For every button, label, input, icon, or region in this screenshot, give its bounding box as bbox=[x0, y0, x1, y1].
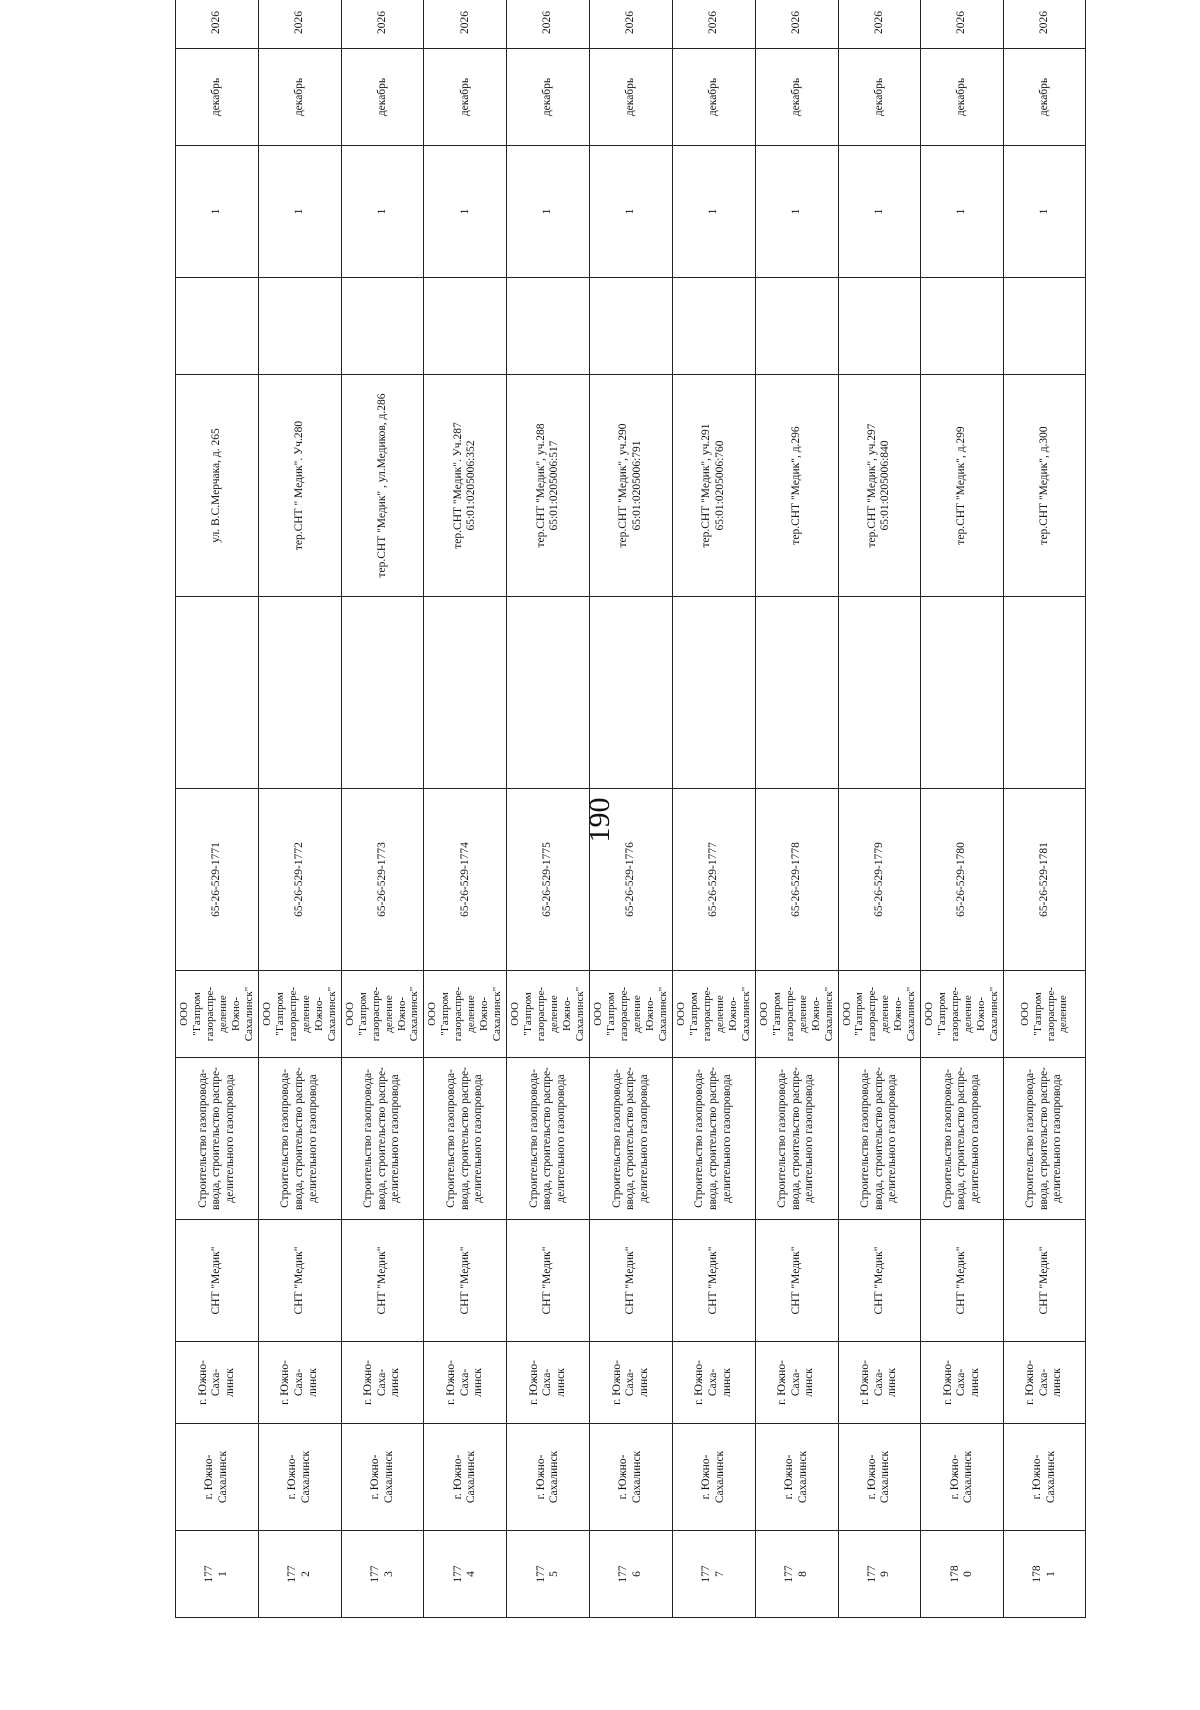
empty-cell bbox=[672, 597, 755, 789]
settlement-cell: г. Южно- Саха- линск bbox=[258, 1342, 341, 1424]
address-cell bbox=[672, 375, 755, 597]
address-cell bbox=[755, 375, 838, 597]
quantity-cell: 1 bbox=[1004, 146, 1086, 278]
work-description-cell: Строительство газопровода- ввода, строительство распре- делительного газопровода bbox=[258, 1058, 341, 1220]
work-description-cell: Строительство газопровода- ввода, строительство распре- делительного газопровода bbox=[590, 1058, 673, 1220]
address-text: тер.СНТ "Медик", д.300 bbox=[1037, 426, 1050, 545]
empty-cell bbox=[424, 278, 507, 375]
cadastral-number: 65:01:0205006:791 bbox=[630, 440, 643, 531]
snt-cell: СНТ "Медик" bbox=[424, 1220, 507, 1342]
work-description-cell: Строительство газопровода- ввода, строительство распре- делительного газопровода bbox=[921, 1058, 1004, 1220]
empty-cell bbox=[755, 597, 838, 789]
year-cell: 2026 bbox=[507, 0, 590, 49]
month-cell: декабрь bbox=[507, 49, 590, 146]
snt-cell: СНТ "Медик" bbox=[1004, 1220, 1086, 1342]
work-description-cell: Строительство газопровода- ввода, строительство распре- делительного газопровода bbox=[838, 1058, 921, 1220]
year-cell: 2026 bbox=[755, 0, 838, 49]
object-code-cell: 65-26-529-1779 bbox=[838, 789, 921, 971]
object-code-cell: 65-26-529-1776 bbox=[590, 789, 673, 971]
row-number: 177 4 bbox=[424, 1531, 507, 1618]
month-cell: декабрь bbox=[424, 49, 507, 146]
table-body bbox=[176, 0, 1086, 1618]
empty-cell bbox=[921, 597, 1004, 789]
snt-cell: СНТ "Медик" bbox=[838, 1220, 921, 1342]
settlement-cell: г. Южно- Саха- линск bbox=[341, 1342, 424, 1424]
settlement-cell: г. Южно- Саха- линск bbox=[424, 1342, 507, 1424]
cadastral-number: 65:01:0205006:840 bbox=[879, 440, 892, 531]
address-text: тер.СНТ "Медик" , ул.Медиков, д.286 bbox=[375, 393, 388, 578]
empty-cell bbox=[1004, 597, 1086, 789]
settlement-cell: г. Южно- Саха- линск bbox=[672, 1342, 755, 1424]
settlement-cell: г. Южно- Саха- линск bbox=[590, 1342, 673, 1424]
municipality-cell: г. Южно- Сахалинск bbox=[1004, 1424, 1086, 1531]
municipality-cell: г. Южно- Сахалинск bbox=[921, 1424, 1004, 1531]
year-cell: 2026 bbox=[176, 0, 259, 49]
empty-cell bbox=[341, 278, 424, 375]
empty-cell bbox=[755, 278, 838, 375]
month-cell: декабрь bbox=[921, 49, 1004, 146]
year-cell: 2026 bbox=[921, 0, 1004, 49]
empty-cell bbox=[921, 278, 1004, 375]
settlement-cell: г. Южно- Саха- линск bbox=[1004, 1342, 1086, 1424]
address-cell bbox=[838, 375, 921, 597]
settlement-cell: г. Южно- Саха- линск bbox=[838, 1342, 921, 1424]
empty-cell bbox=[590, 278, 673, 375]
year-cell: 2026 bbox=[258, 0, 341, 49]
empty-cell bbox=[424, 597, 507, 789]
object-code-cell: 65-26-529-1775 bbox=[507, 789, 590, 971]
municipality-cell: г. Южно- Сахалинск bbox=[507, 1424, 590, 1531]
empty-cell bbox=[258, 597, 341, 789]
table-row bbox=[424, 0, 507, 1618]
municipality-cell: г. Южно- Сахалинск bbox=[424, 1424, 507, 1531]
rotated-table-sheet bbox=[175, 11, 1075, 1618]
cadastral-number: 65:01:0205006:352 bbox=[465, 440, 478, 531]
address-cell bbox=[176, 375, 259, 597]
empty-cell bbox=[1004, 278, 1086, 375]
row-number: 177 5 bbox=[507, 1531, 590, 1618]
month-cell: декабрь bbox=[1004, 49, 1086, 146]
address-cell bbox=[1004, 375, 1086, 597]
address-cell bbox=[341, 375, 424, 597]
organization-cell: ООО "Газпром газораспре- деление bbox=[1004, 971, 1086, 1058]
work-description-cell: Строительство газопровода- ввода, строительство распре- делительного газопровода bbox=[1004, 1058, 1086, 1220]
quantity-cell: 1 bbox=[672, 146, 755, 278]
quantity-cell: 1 bbox=[424, 146, 507, 278]
row-number: 177 9 bbox=[838, 1531, 921, 1618]
address-cell bbox=[921, 375, 1004, 597]
quantity-cell: 1 bbox=[341, 146, 424, 278]
object-code-cell: 65-26-529-1771 bbox=[176, 789, 259, 971]
address-text: тер.СНТ "Медик", уч.290 bbox=[617, 423, 630, 548]
work-description-cell: Строительство газопровода- ввода, строительство распре- делительного газопровода bbox=[672, 1058, 755, 1220]
organization-cell: ООО "Газпром газораспре- деление Южно- Сахалинск" bbox=[590, 971, 673, 1058]
empty-cell bbox=[838, 278, 921, 375]
month-cell: декабрь bbox=[258, 49, 341, 146]
work-description-cell: Строительство газопровода- ввода, строительство распре- делительного газопровода bbox=[341, 1058, 424, 1220]
address-cell bbox=[507, 375, 590, 597]
address-cell bbox=[424, 375, 507, 597]
object-code-cell: 65-26-529-1773 bbox=[341, 789, 424, 971]
municipality-cell: г. Южно- Сахалинск bbox=[755, 1424, 838, 1531]
table-row bbox=[838, 0, 921, 1618]
table-row bbox=[507, 0, 590, 1618]
year-cell: 2026 bbox=[590, 0, 673, 49]
row-number: 177 1 bbox=[176, 1531, 259, 1618]
object-code-cell: 65-26-529-1781 bbox=[1004, 789, 1086, 971]
empty-cell bbox=[507, 597, 590, 789]
quantity-cell: 1 bbox=[176, 146, 259, 278]
month-cell: декабрь bbox=[672, 49, 755, 146]
table-row bbox=[258, 0, 341, 1618]
work-description-cell: Строительство газопровода- ввода, строительство распре- делительного газопровода bbox=[507, 1058, 590, 1220]
table-row bbox=[1004, 0, 1086, 1618]
empty-cell bbox=[176, 597, 259, 789]
row-number: 177 3 bbox=[341, 1531, 424, 1618]
quantity-cell: 1 bbox=[838, 146, 921, 278]
municipality-cell: г. Южно- Сахалинск bbox=[672, 1424, 755, 1531]
month-cell: декабрь bbox=[838, 49, 921, 146]
work-description-cell: Строительство газопровода- ввода, строительство распре- делительного газопровода bbox=[755, 1058, 838, 1220]
snt-cell: СНТ "Медик" bbox=[507, 1220, 590, 1342]
row-number: 177 2 bbox=[258, 1531, 341, 1618]
table-row bbox=[176, 0, 259, 1618]
month-cell: декабрь bbox=[176, 49, 259, 146]
settlement-cell: г. Южно- Саха- линск bbox=[176, 1342, 259, 1424]
month-cell: декабрь bbox=[341, 49, 424, 146]
object-code-cell: 65-26-529-1778 bbox=[755, 789, 838, 971]
address-text: тер.СНТ " Медик". Уч.280 bbox=[292, 420, 305, 551]
month-cell: декабрь bbox=[755, 49, 838, 146]
municipality-cell: г. Южно- Сахалинск bbox=[176, 1424, 259, 1531]
quantity-cell: 1 bbox=[921, 146, 1004, 278]
page-number: 190 bbox=[583, 797, 616, 843]
table-row bbox=[590, 0, 673, 1618]
address-text: тер.СНТ "Медик". Уч.287 bbox=[451, 422, 464, 549]
row-number: 178 0 bbox=[921, 1531, 1004, 1618]
empty-cell bbox=[590, 597, 673, 789]
snt-cell: СНТ "Медик" bbox=[341, 1220, 424, 1342]
address-text: тер.СНТ "Медик", д.296 bbox=[789, 426, 802, 545]
quantity-cell: 1 bbox=[590, 146, 673, 278]
object-code-cell: 65-26-529-1777 bbox=[672, 789, 755, 971]
organization-cell: ООО "Газпром газораспре- деление Южно- Сахалинск" bbox=[507, 971, 590, 1058]
gas-connection-table bbox=[175, 0, 1086, 1618]
organization-cell: ООО "Газпром газораспре- деление Южно- Сахалинск" bbox=[755, 971, 838, 1058]
object-code-cell: 65-26-529-1772 bbox=[258, 789, 341, 971]
empty-cell bbox=[672, 278, 755, 375]
snt-cell: СНТ "Медик" bbox=[921, 1220, 1004, 1342]
municipality-cell: г. Южно- Сахалинск bbox=[258, 1424, 341, 1531]
empty-cell bbox=[838, 597, 921, 789]
row-number: 177 8 bbox=[755, 1531, 838, 1618]
year-cell: 2026 bbox=[672, 0, 755, 49]
settlement-cell: г. Южно- Саха- линск bbox=[755, 1342, 838, 1424]
snt-cell: СНТ "Медик" bbox=[755, 1220, 838, 1342]
quantity-cell: 1 bbox=[258, 146, 341, 278]
quantity-cell: 1 bbox=[755, 146, 838, 278]
snt-cell: СНТ "Медик" bbox=[258, 1220, 341, 1342]
year-cell: 2026 bbox=[838, 0, 921, 49]
snt-cell: СНТ "Медик" bbox=[590, 1220, 673, 1342]
quantity-cell: 1 bbox=[507, 146, 590, 278]
organization-cell: ООО "Газпром газораспре- деление Южно- Сахалинск" bbox=[341, 971, 424, 1058]
address-text: тер.СНТ "Медик", уч.291 bbox=[700, 423, 713, 548]
cadastral-number: 65:01:0205006:760 bbox=[713, 440, 726, 531]
table-row bbox=[755, 0, 838, 1618]
organization-cell: ООО "Газпром газораспре- деление Южно- Сахалинск" bbox=[176, 971, 259, 1058]
year-cell: 2026 bbox=[341, 0, 424, 49]
cadastral-number: 65:01:0205006:517 bbox=[548, 440, 561, 531]
month-cell: декабрь bbox=[590, 49, 673, 146]
table-row bbox=[672, 0, 755, 1618]
settlement-cell: г. Южно- Саха- линск bbox=[507, 1342, 590, 1424]
organization-cell: ООО "Газпром газораспре- деление Южно- Сахалинск" bbox=[258, 971, 341, 1058]
year-cell: 2026 bbox=[1004, 0, 1086, 49]
organization-cell: ООО "Газпром газораспре- деление Южно- Сахалинск" bbox=[672, 971, 755, 1058]
address-text: тер.СНТ "Медик", д.299 bbox=[955, 426, 968, 545]
work-description-cell: Строительство газопровода- ввода, строительство распре- делительного газопровода bbox=[424, 1058, 507, 1220]
address-text: тер.СНТ "Медик", уч.297 bbox=[865, 423, 878, 548]
object-code-cell: 65-26-529-1780 bbox=[921, 789, 1004, 971]
address-cell bbox=[590, 375, 673, 597]
empty-cell bbox=[341, 597, 424, 789]
table-row bbox=[921, 0, 1004, 1618]
row-number: 177 6 bbox=[590, 1531, 673, 1618]
address-text: тер.СНТ "Медик", уч.288 bbox=[534, 423, 547, 548]
organization-cell: ООО "Газпром газораспре- деление Южно- Сахалинск" bbox=[921, 971, 1004, 1058]
municipality-cell: г. Южно- Сахалинск bbox=[838, 1424, 921, 1531]
row-number: 178 1 bbox=[1004, 1531, 1086, 1618]
empty-cell bbox=[507, 278, 590, 375]
empty-cell bbox=[176, 278, 259, 375]
object-code-cell: 65-26-529-1774 bbox=[424, 789, 507, 971]
work-description-cell: Строительство газопровода- ввода, строительство распре- делительного газопровода bbox=[176, 1058, 259, 1220]
empty-cell bbox=[258, 278, 341, 375]
snt-cell: СНТ "Медик" bbox=[672, 1220, 755, 1342]
organization-cell: ООО "Газпром газораспре- деление Южно- Сахалинск" bbox=[838, 971, 921, 1058]
snt-cell: СНТ "Медик" bbox=[176, 1220, 259, 1342]
settlement-cell: г. Южно- Саха- линск bbox=[921, 1342, 1004, 1424]
organization-cell: ООО "Газпром газораспре- деление Южно- Сахалинск" bbox=[424, 971, 507, 1058]
year-cell: 2026 bbox=[424, 0, 507, 49]
address-text: ул. В.С.Мерчака, д. 265 bbox=[210, 428, 223, 543]
address-cell bbox=[258, 375, 341, 597]
table-row bbox=[341, 0, 424, 1618]
municipality-cell: г. Южно- Сахалинск bbox=[341, 1424, 424, 1531]
row-number: 177 7 bbox=[672, 1531, 755, 1618]
municipality-cell: г. Южно- Сахалинск bbox=[590, 1424, 673, 1531]
